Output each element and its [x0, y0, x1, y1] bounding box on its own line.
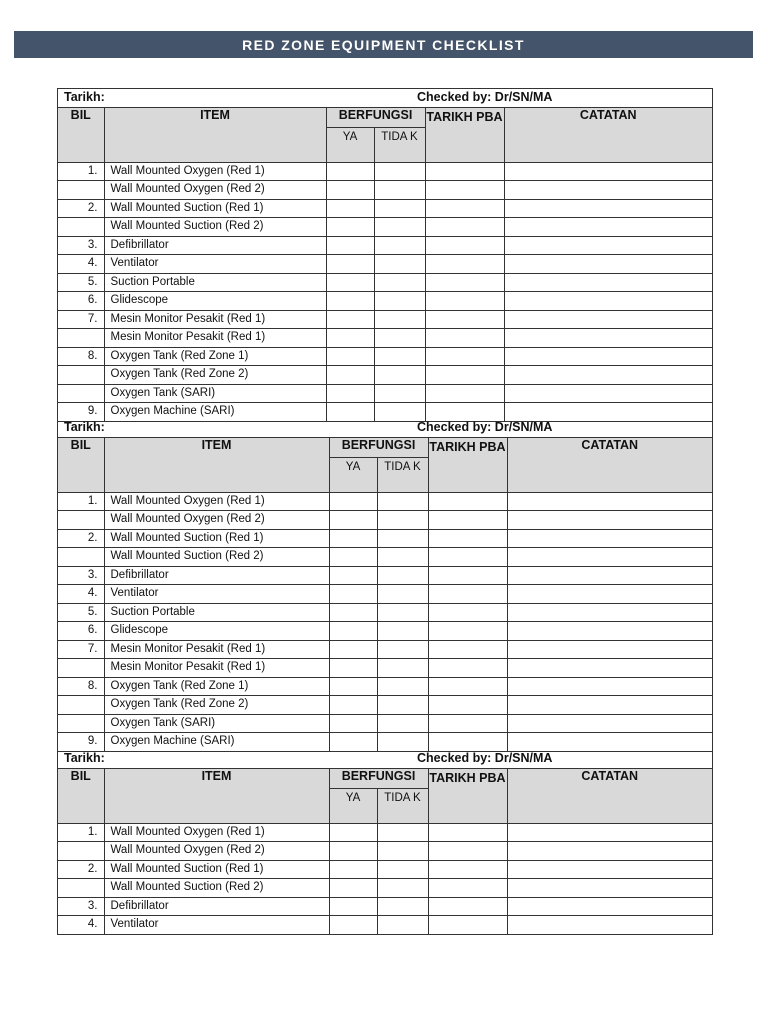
tarikh-pba-cell[interactable]	[428, 548, 507, 567]
item-name: Ventilator	[104, 585, 329, 604]
item-name: Oxygen Tank (Red Zone 1)	[104, 347, 326, 366]
tidak-cell[interactable]	[374, 292, 425, 311]
table-row	[58, 366, 712, 385]
tarikh-label: Tarikh:	[64, 751, 105, 765]
row-number: 4.	[58, 585, 104, 604]
ya-cell[interactable]	[326, 329, 374, 348]
row-number	[58, 366, 104, 385]
catatan-cell[interactable]	[504, 218, 712, 237]
catatan-cell[interactable]	[507, 696, 712, 715]
tarikh-pba-cell[interactable]	[425, 329, 504, 348]
table-row	[58, 733, 712, 752]
item-name: Wall Mounted Oxygen (Red 1)	[104, 823, 329, 842]
table-row	[58, 529, 712, 548]
catatan-cell[interactable]	[507, 492, 712, 511]
item-name: Wall Mounted Oxygen (Red 2)	[104, 511, 329, 530]
item-header: ITEM	[104, 438, 329, 492]
section-header-row	[58, 750, 712, 769]
catatan-cell[interactable]	[507, 640, 712, 659]
catatan-cell[interactable]	[507, 677, 712, 696]
tarikh-pba-cell[interactable]	[428, 916, 507, 934]
tidak-cell[interactable]	[377, 622, 428, 641]
tidak-cell[interactable]	[377, 529, 428, 548]
row-number: 2.	[58, 860, 104, 879]
table-row	[58, 162, 712, 181]
item-name: Mesin Monitor Pesakit (Red 1)	[104, 659, 329, 678]
item-name: Mesin Monitor Pesakit (Red 1)	[104, 640, 329, 659]
catatan-cell[interactable]	[504, 347, 712, 366]
tidak-cell[interactable]	[374, 255, 425, 274]
ya-cell[interactable]	[329, 603, 377, 622]
table-row	[58, 347, 712, 366]
catatan-cell[interactable]	[507, 529, 712, 548]
item-name: Wall Mounted Oxygen (Red 2)	[104, 842, 329, 861]
row-number: 3.	[58, 236, 104, 255]
tarikh-pba-cell[interactable]	[428, 566, 507, 585]
tidak-cell[interactable]	[374, 384, 425, 403]
row-number	[58, 842, 104, 861]
item-name: Oxygen Machine (SARI)	[104, 403, 326, 422]
row-number: 3.	[58, 897, 104, 916]
checklist-table	[58, 108, 712, 422]
item-name: Wall Mounted Suction (Red 1)	[104, 199, 326, 218]
table-row	[58, 255, 712, 274]
tarikh-pba-cell[interactable]	[425, 292, 504, 311]
catatan-cell[interactable]	[507, 548, 712, 567]
table-row	[58, 329, 712, 348]
row-number: 2.	[58, 529, 104, 548]
catatan-cell[interactable]	[504, 292, 712, 311]
catatan-cell[interactable]	[507, 860, 712, 879]
ya-cell[interactable]	[329, 897, 377, 916]
table-row	[58, 292, 712, 311]
berfungsi-header: BERFUNGSI	[329, 769, 428, 788]
tarikh-pba-header: TARIKH PBA	[428, 438, 507, 492]
row-number: 9.	[58, 403, 104, 422]
item-name: Ventilator	[104, 916, 329, 934]
row-number: 9.	[58, 733, 104, 752]
table-row	[58, 714, 712, 733]
tarikh-pba-header: TARIKH PBA	[425, 108, 504, 162]
item-name: Suction Portable	[104, 273, 326, 292]
catatan-cell[interactable]	[504, 310, 712, 329]
checked-by-label: Checked by: Dr/SN/MA	[417, 751, 553, 765]
bil-header: BIL	[58, 438, 104, 492]
bil-header: BIL	[58, 108, 104, 162]
tarikh-pba-cell[interactable]	[428, 640, 507, 659]
table-row	[58, 603, 712, 622]
row-number	[58, 218, 104, 237]
tidak-cell[interactable]	[377, 860, 428, 879]
tarikh-pba-cell[interactable]	[425, 199, 504, 218]
tidak-cell[interactable]	[374, 181, 425, 200]
row-number: 5.	[58, 603, 104, 622]
catatan-cell[interactable]	[507, 733, 712, 752]
catatan-cell[interactable]	[507, 714, 712, 733]
row-number	[58, 548, 104, 567]
table-row	[58, 384, 712, 403]
item-name: Mesin Monitor Pesakit (Red 1)	[104, 329, 326, 348]
item-name: Defibrillator	[104, 897, 329, 916]
catatan-cell[interactable]	[504, 162, 712, 181]
catatan-cell[interactable]	[507, 585, 712, 604]
row-number: 8.	[58, 677, 104, 696]
item-header: ITEM	[104, 108, 326, 162]
table-row	[58, 916, 712, 934]
tarikh-pba-cell[interactable]	[428, 696, 507, 715]
tidak-cell[interactable]	[377, 733, 428, 752]
item-name: Oxygen Tank (Red Zone 2)	[104, 366, 326, 385]
tidak-header: TIDA K	[374, 127, 425, 162]
item-name: Oxygen Tank (SARI)	[104, 384, 326, 403]
tarikh-pba-cell[interactable]	[425, 273, 504, 292]
row-number: 4.	[58, 916, 104, 934]
checked-by-label: Checked by: Dr/SN/MA	[417, 420, 553, 434]
tidak-cell[interactable]	[374, 347, 425, 366]
tarikh-pba-cell[interactable]	[428, 529, 507, 548]
tarikh-pba-cell[interactable]	[425, 384, 504, 403]
item-name: Oxygen Machine (SARI)	[104, 733, 329, 752]
tarikh-pba-cell[interactable]	[428, 622, 507, 641]
table-row	[58, 310, 712, 329]
tarikh-pba-cell[interactable]	[428, 659, 507, 678]
ya-cell[interactable]	[329, 622, 377, 641]
item-name: Wall Mounted Suction (Red 2)	[104, 218, 326, 237]
row-number	[58, 879, 104, 898]
ya-cell[interactable]	[329, 492, 377, 511]
table-row	[58, 696, 712, 715]
catatan-cell[interactable]	[504, 366, 712, 385]
table-row	[58, 181, 712, 200]
catatan-cell[interactable]	[507, 897, 712, 916]
ya-cell[interactable]	[326, 310, 374, 329]
tidak-cell[interactable]	[374, 199, 425, 218]
item-name: Wall Mounted Oxygen (Red 1)	[104, 492, 329, 511]
ya-cell[interactable]	[326, 366, 374, 385]
tarikh-pba-cell[interactable]	[425, 347, 504, 366]
tarikh-pba-cell[interactable]	[425, 236, 504, 255]
catatan-cell[interactable]	[507, 511, 712, 530]
item-name: Mesin Monitor Pesakit (Red 1)	[104, 310, 326, 329]
tarikh-pba-cell[interactable]	[428, 897, 507, 916]
catatan-cell[interactable]	[507, 823, 712, 842]
tidak-cell[interactable]	[377, 897, 428, 916]
ya-cell[interactable]	[329, 659, 377, 678]
checked-by-label: Checked by: Dr/SN/MA	[417, 90, 553, 104]
table-row	[58, 879, 712, 898]
ya-header: YA	[329, 788, 377, 823]
ya-cell[interactable]	[326, 181, 374, 200]
table-row	[58, 585, 712, 604]
tarikh-pba-cell[interactable]	[425, 218, 504, 237]
item-name: Wall Mounted Oxygen (Red 2)	[104, 181, 326, 200]
tarikh-pba-cell[interactable]	[428, 585, 507, 604]
tidak-cell[interactable]	[377, 548, 428, 567]
table-row	[58, 677, 712, 696]
row-number: 1.	[58, 162, 104, 181]
checklist-table	[58, 438, 712, 752]
ya-cell[interactable]	[326, 236, 374, 255]
tarikh-pba-cell[interactable]	[425, 181, 504, 200]
row-number	[58, 511, 104, 530]
section-header-row	[58, 89, 712, 108]
table-row	[58, 511, 712, 530]
catatan-cell[interactable]	[507, 659, 712, 678]
item-name: Wall Mounted Suction (Red 1)	[104, 860, 329, 879]
tidak-cell[interactable]	[377, 823, 428, 842]
tarikh-pba-cell[interactable]	[428, 860, 507, 879]
catatan-cell[interactable]	[504, 384, 712, 403]
catatan-cell[interactable]	[507, 566, 712, 585]
item-name: Ventilator	[104, 255, 326, 274]
ya-cell[interactable]	[329, 566, 377, 585]
tidak-cell[interactable]	[374, 310, 425, 329]
item-name: Wall Mounted Suction (Red 2)	[104, 879, 329, 898]
item-name: Oxygen Tank (SARI)	[104, 714, 329, 733]
ya-cell[interactable]	[329, 823, 377, 842]
tarikh-pba-cell[interactable]	[428, 733, 507, 752]
catatan-cell[interactable]	[507, 916, 712, 934]
ya-header: YA	[326, 127, 374, 162]
table-row	[58, 492, 712, 511]
table-row	[58, 566, 712, 585]
checklist-table	[58, 769, 712, 934]
tarikh-label: Tarikh:	[64, 420, 105, 434]
item-name: Suction Portable	[104, 603, 329, 622]
tidak-cell[interactable]	[377, 714, 428, 733]
ya-cell[interactable]	[329, 511, 377, 530]
ya-cell[interactable]	[326, 218, 374, 237]
item-name: Wall Mounted Oxygen (Red 1)	[104, 162, 326, 181]
tidak-cell[interactable]	[377, 842, 428, 861]
checklist-section-1	[57, 88, 713, 422]
tidak-cell[interactable]	[374, 366, 425, 385]
ya-cell[interactable]	[329, 860, 377, 879]
ya-cell[interactable]	[329, 585, 377, 604]
catatan-cell[interactable]	[504, 255, 712, 274]
ya-cell[interactable]	[326, 347, 374, 366]
row-number	[58, 384, 104, 403]
row-number: 7.	[58, 640, 104, 659]
tidak-cell[interactable]	[377, 696, 428, 715]
catatan-header: CATATAN	[504, 108, 712, 162]
ya-cell[interactable]	[326, 292, 374, 311]
item-name: Defibrillator	[104, 566, 329, 585]
table-row	[58, 659, 712, 678]
row-number: 1.	[58, 823, 104, 842]
tidak-cell[interactable]	[374, 329, 425, 348]
ya-cell[interactable]	[329, 696, 377, 715]
tidak-cell[interactable]	[377, 511, 428, 530]
tidak-cell[interactable]	[377, 916, 428, 934]
row-number: 1.	[58, 492, 104, 511]
row-number	[58, 659, 104, 678]
table-row	[58, 548, 712, 567]
catatan-cell[interactable]	[504, 236, 712, 255]
item-name: Oxygen Tank (Red Zone 1)	[104, 677, 329, 696]
tarikh-pba-cell[interactable]	[425, 310, 504, 329]
checklist-section-2	[57, 419, 713, 752]
item-name: Oxygen Tank (Red Zone 2)	[104, 696, 329, 715]
table-row	[58, 218, 712, 237]
tidak-cell[interactable]	[377, 659, 428, 678]
tidak-cell[interactable]	[374, 218, 425, 237]
catatan-cell[interactable]	[507, 622, 712, 641]
checklist-section-3	[57, 750, 713, 935]
ya-cell[interactable]	[329, 640, 377, 659]
ya-cell[interactable]	[326, 199, 374, 218]
row-number	[58, 181, 104, 200]
row-number: 2.	[58, 199, 104, 218]
tarikh-pba-header: TARIKH PBA	[428, 769, 507, 823]
row-number: 6.	[58, 292, 104, 311]
tidak-cell[interactable]	[377, 879, 428, 898]
tidak-cell[interactable]	[374, 162, 425, 181]
tidak-cell[interactable]	[377, 677, 428, 696]
tidak-header: TIDA K	[377, 788, 428, 823]
ya-cell[interactable]	[326, 162, 374, 181]
row-number: 8.	[58, 347, 104, 366]
ya-cell[interactable]	[326, 384, 374, 403]
tarikh-pba-cell[interactable]	[428, 511, 507, 530]
tidak-cell[interactable]	[377, 603, 428, 622]
row-number	[58, 329, 104, 348]
row-number: 6.	[58, 622, 104, 641]
tidak-cell[interactable]	[377, 640, 428, 659]
row-number: 5.	[58, 273, 104, 292]
tidak-cell[interactable]	[377, 492, 428, 511]
table-row	[58, 199, 712, 218]
catatan-cell[interactable]	[504, 181, 712, 200]
section-header-row	[58, 419, 712, 438]
tarikh-pba-cell[interactable]	[428, 714, 507, 733]
ya-cell[interactable]	[329, 733, 377, 752]
table-row	[58, 622, 712, 641]
bil-header: BIL	[58, 769, 104, 823]
row-number	[58, 714, 104, 733]
item-name: Defibrillator	[104, 236, 326, 255]
table-row	[58, 640, 712, 659]
catatan-header: CATATAN	[507, 438, 712, 492]
ya-cell[interactable]	[329, 842, 377, 861]
tarikh-pba-cell[interactable]	[428, 842, 507, 861]
ya-cell[interactable]	[329, 916, 377, 934]
item-name: Wall Mounted Suction (Red 1)	[104, 529, 329, 548]
ya-header: YA	[329, 457, 377, 492]
tarikh-pba-cell[interactable]	[425, 255, 504, 274]
catatan-cell[interactable]	[504, 199, 712, 218]
row-number: 3.	[58, 566, 104, 585]
item-header: ITEM	[104, 769, 329, 823]
tarikh-pba-cell[interactable]	[425, 162, 504, 181]
row-number: 7.	[58, 310, 104, 329]
tarikh-pba-cell[interactable]	[425, 366, 504, 385]
ya-cell[interactable]	[329, 879, 377, 898]
tarikh-pba-cell[interactable]	[428, 823, 507, 842]
table-row	[58, 897, 712, 916]
tidak-header: TIDA K	[377, 457, 428, 492]
row-number: 4.	[58, 255, 104, 274]
table-row	[58, 860, 712, 879]
tidak-cell[interactable]	[374, 236, 425, 255]
table-row	[58, 823, 712, 842]
catatan-cell[interactable]	[507, 879, 712, 898]
ya-cell[interactable]	[329, 714, 377, 733]
catatan-cell[interactable]	[504, 273, 712, 292]
table-row	[58, 842, 712, 861]
row-number	[58, 696, 104, 715]
catatan-header: CATATAN	[507, 769, 712, 823]
tidak-cell[interactable]	[377, 566, 428, 585]
catatan-cell[interactable]	[507, 603, 712, 622]
tarikh-label: Tarikh:	[64, 90, 105, 104]
tidak-cell[interactable]	[374, 273, 425, 292]
item-name: Glidescope	[104, 622, 329, 641]
table-row	[58, 236, 712, 255]
ya-cell[interactable]	[326, 273, 374, 292]
tarikh-pba-cell[interactable]	[428, 603, 507, 622]
item-name: Glidescope	[104, 292, 326, 311]
berfungsi-header: BERFUNGSI	[326, 108, 425, 127]
catatan-cell[interactable]	[507, 842, 712, 861]
berfungsi-header: BERFUNGSI	[329, 438, 428, 457]
catatan-cell[interactable]	[504, 329, 712, 348]
page-title: RED ZONE EQUIPMENT CHECKLIST	[14, 31, 753, 58]
ya-cell[interactable]	[329, 548, 377, 567]
tarikh-pba-cell[interactable]	[428, 677, 507, 696]
tarikh-pba-cell[interactable]	[428, 492, 507, 511]
ya-cell[interactable]	[329, 677, 377, 696]
ya-cell[interactable]	[326, 255, 374, 274]
item-name: Wall Mounted Suction (Red 2)	[104, 548, 329, 567]
table-row	[58, 273, 712, 292]
tarikh-pba-cell[interactable]	[428, 879, 507, 898]
tidak-cell[interactable]	[377, 585, 428, 604]
ya-cell[interactable]	[329, 529, 377, 548]
